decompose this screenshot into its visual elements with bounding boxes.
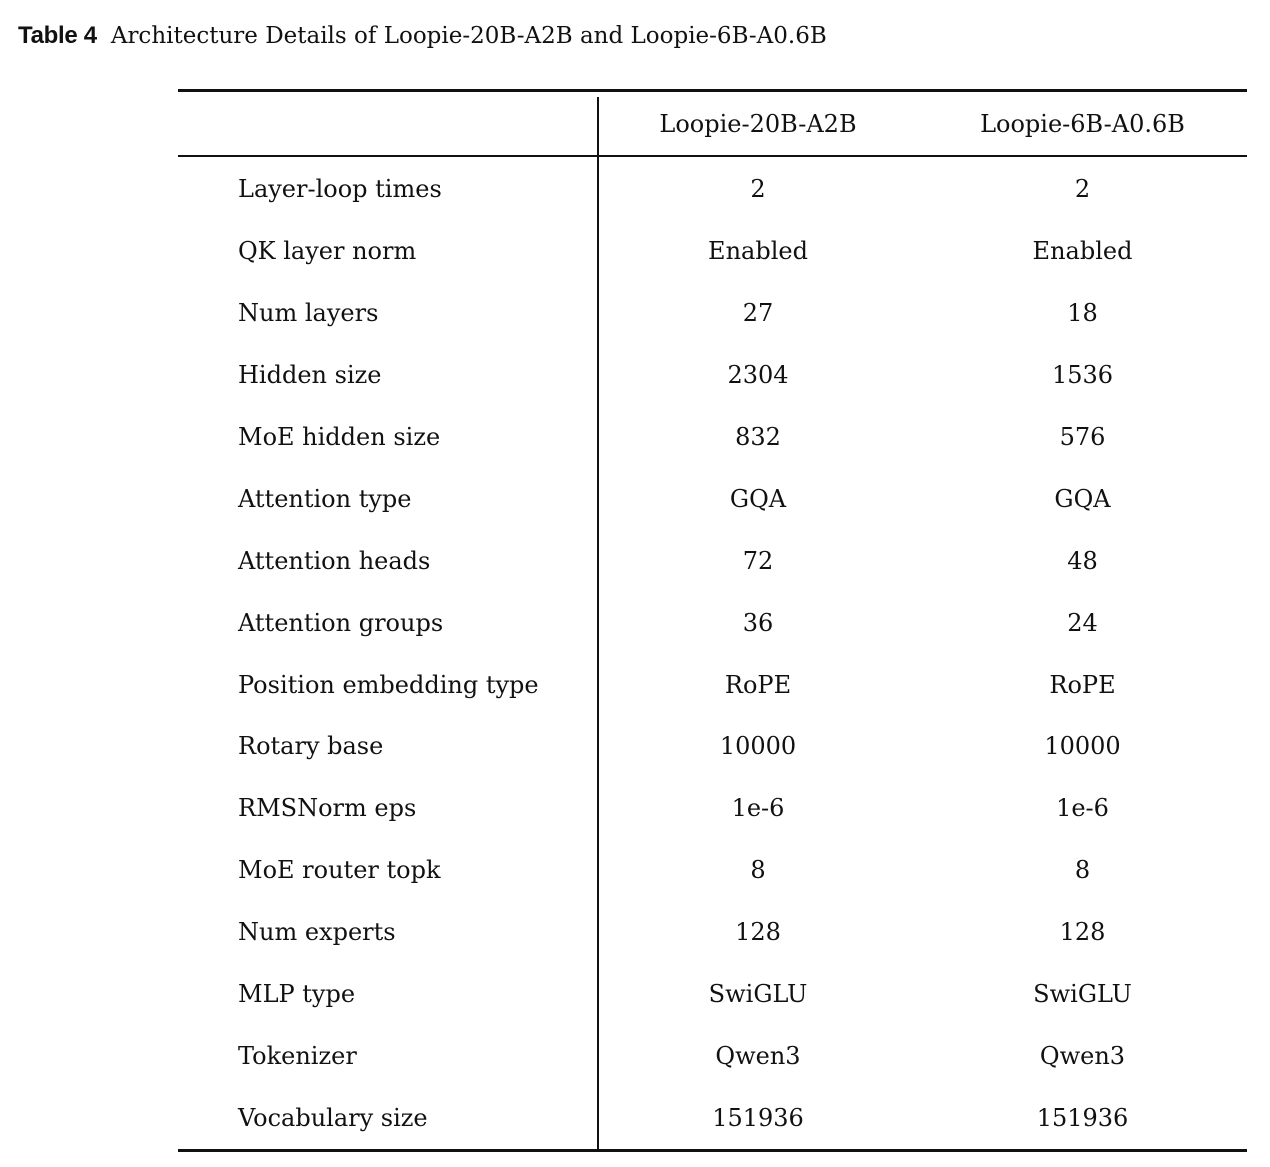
cell-model-a: 1e-6: [731, 794, 785, 823]
cell-model-a: Enabled: [708, 237, 808, 266]
table-row: [178, 344, 1247, 406]
cell-model-b: 24: [1067, 608, 1098, 637]
table-title: Architecture Details of Loopie-20B-A2B and Loopie-6B-A0.6B: [110, 23, 827, 49]
cell-model-b: 18: [1067, 299, 1098, 328]
table-bottom-rule: [178, 1149, 1247, 1152]
row-label: Attention heads: [238, 546, 431, 575]
table-row: [178, 963, 1247, 1025]
row-label: RMSNorm eps: [238, 794, 417, 823]
cell-model-b: 1536: [1051, 361, 1114, 390]
table-row: [178, 901, 1247, 963]
cell-model-a: SwiGLU: [708, 980, 808, 1009]
header-model-a: Loopie-20B-A2B: [659, 109, 857, 138]
cell-model-b: Qwen3: [1039, 1041, 1126, 1070]
cell-model-b: Enabled: [1032, 237, 1133, 266]
cell-model-a: 27: [742, 299, 774, 328]
table-header-row: [178, 92, 1247, 155]
cell-model-b: 10000: [1044, 732, 1121, 761]
table-row: [178, 716, 1247, 778]
cell-model-b: 2: [1074, 175, 1091, 204]
row-label: Tokenizer: [238, 1041, 357, 1070]
cell-model-a: 72: [742, 546, 774, 575]
cell-model-a: RoPE: [724, 670, 792, 699]
cell-model-a: Qwen3: [715, 1041, 801, 1070]
row-label: Attention type: [238, 484, 412, 513]
table-row: [178, 159, 1247, 221]
table-row: [178, 777, 1247, 839]
table-number: Table 4: [18, 22, 97, 49]
cell-model-b: SwiGLU: [1033, 980, 1132, 1009]
row-label: Position embedding type: [238, 670, 539, 699]
cell-model-a: 128: [735, 918, 781, 947]
row-label: Rotary base: [238, 732, 384, 761]
cell-model-b: 48: [1067, 546, 1098, 575]
row-label: Num layers: [238, 299, 379, 328]
table-caption: [18, 18, 827, 54]
row-label: QK layer norm: [238, 237, 417, 266]
row-label: MoE hidden size: [238, 423, 441, 451]
cell-model-b: 8: [1074, 856, 1091, 885]
cell-model-b: GQA: [1054, 484, 1111, 513]
cell-model-a: 8: [750, 856, 766, 885]
architecture-table: [178, 89, 1247, 1152]
table-row: [178, 468, 1247, 530]
cell-model-b: RoPE: [1049, 670, 1116, 699]
cell-model-a: 2304: [727, 361, 789, 390]
table-column-divider: [597, 97, 599, 1149]
cell-model-b: 1e-6: [1056, 794, 1109, 823]
row-label: MoE router topk: [238, 856, 441, 885]
row-label: Layer-loop times: [238, 175, 442, 204]
row-label: Num experts: [238, 918, 396, 947]
cell-model-a: 151936: [712, 1103, 804, 1132]
cell-model-a: 10000: [719, 732, 797, 761]
row-label: Attention groups: [238, 608, 444, 637]
table-row: [178, 220, 1247, 282]
cell-model-b: 128: [1059, 918, 1106, 947]
header-model-b: Loopie-6B-A0.6B: [980, 109, 1185, 138]
table-header-rule: [178, 155, 1247, 157]
cell-model-a: 2: [750, 175, 766, 204]
cell-model-b: 151936: [1036, 1103, 1129, 1132]
cell-model-a: 36: [742, 608, 774, 637]
table-row: [178, 592, 1247, 654]
table-row: [178, 839, 1247, 901]
row-label: Vocabulary size: [238, 1103, 428, 1132]
table-row: [178, 530, 1247, 592]
table-row: [178, 282, 1247, 344]
table-body: [178, 159, 1247, 1149]
row-label: Hidden size: [238, 361, 382, 390]
table-row: [178, 654, 1247, 716]
row-label: MLP type: [238, 980, 356, 1009]
table-row: [178, 1087, 1247, 1149]
table-row: [178, 406, 1247, 468]
cell-model-a: GQA: [729, 484, 787, 513]
table-row: [178, 1025, 1247, 1087]
cell-model-a: 832: [735, 423, 781, 451]
cell-model-b: 576: [1059, 423, 1106, 451]
